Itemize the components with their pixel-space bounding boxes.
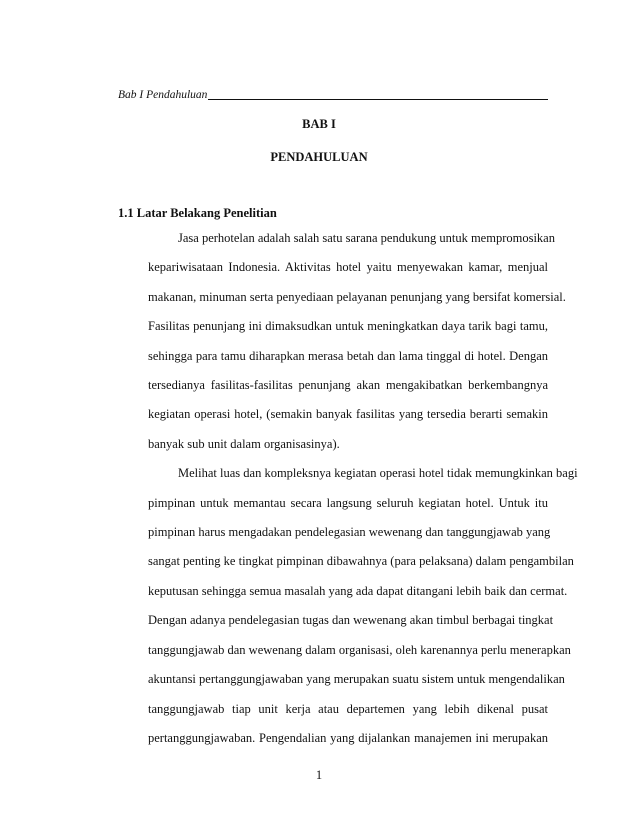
paragraph-line: sehingga para tamu diharapkan merasa betah dan lama tinggal di hotel. Dengan	[148, 348, 548, 363]
paragraph-line: tersedianya fasilitas-fasilitas penunjang akan mengakibatkan berkembangnya	[148, 378, 548, 393]
page-number: 1	[315, 768, 323, 782]
running-header-title: Bab I Pendahuluan	[118, 89, 208, 101]
paragraph-line: pimpinan untuk memantau secara langsung seluruh kegiatan hotel. Untuk itu	[148, 495, 548, 510]
paragraph-line: Dengan adanya pendelegasian tugas dan wewenang akan timbul berbagai tingkat	[148, 613, 554, 628]
paragraph-line: kegiatan operasi hotel, (semakin banyak fasilitas yang tersedia berarti semakin	[148, 407, 548, 422]
paragraph-line: pertanggungjawaban. Pengendalian yang dijalankan manajemen ini merupakan	[148, 730, 548, 745]
chapter-number: BAB I	[302, 117, 336, 131]
body-text	[118, 224, 578, 753]
paragraph-line: Fasilitas penunjang ini dimaksudkan untuk meningkatkan daya tarik bagi tamu,	[148, 319, 548, 334]
paragraph-line: pimpinan harus mengadakan pendelegasian wewenang dan tanggungjawab yang	[148, 525, 551, 540]
paragraph-1	[118, 224, 566, 459]
paragraph-line: Melihat luas dan kompleksnya kegiatan operasi hotel tidak memungkinkan bagi	[178, 466, 578, 481]
paragraph-2	[118, 459, 578, 753]
paragraph-line: makanan, minuman serta penyediaan pelayanan penunjang yang bersifat komersial.	[148, 289, 566, 304]
chapter-title: PENDAHULUAN	[270, 150, 368, 164]
paragraph-line: sangat penting ke tingkat pimpinan dibawahnya (para pelaksana) dalam pengambilan	[148, 554, 574, 569]
section-heading: 1.1 Latar Belakang Penelitian	[118, 206, 277, 220]
paragraph-line: kepariwisataan Indonesia. Aktivitas hotel yaitu menyewakan kamar, menjual	[148, 260, 548, 275]
paragraph-line: Jasa perhotelan adalah salah satu sarana pendukung untuk mempromosikan	[178, 231, 555, 245]
paragraph-line: tanggungjawab tiap unit kerja atau departemen yang lebih dikenal pusat	[148, 701, 548, 716]
header-rule	[208, 99, 548, 100]
paragraph-line: banyak sub unit dalam organisasinya).	[148, 436, 340, 451]
paragraph-line: keputusan sehingga semua masalah yang ada dapat ditangani lebih baik dan cermat.	[148, 583, 568, 598]
paragraph-line: akuntansi pertanggungjawaban yang merupakan suatu sistem untuk mengendalikan	[148, 672, 565, 687]
running-header	[118, 89, 548, 102]
paragraph-line: tanggungjawab dan wewenang dalam organisasi, oleh karenannya perlu menerapkan	[148, 642, 571, 657]
